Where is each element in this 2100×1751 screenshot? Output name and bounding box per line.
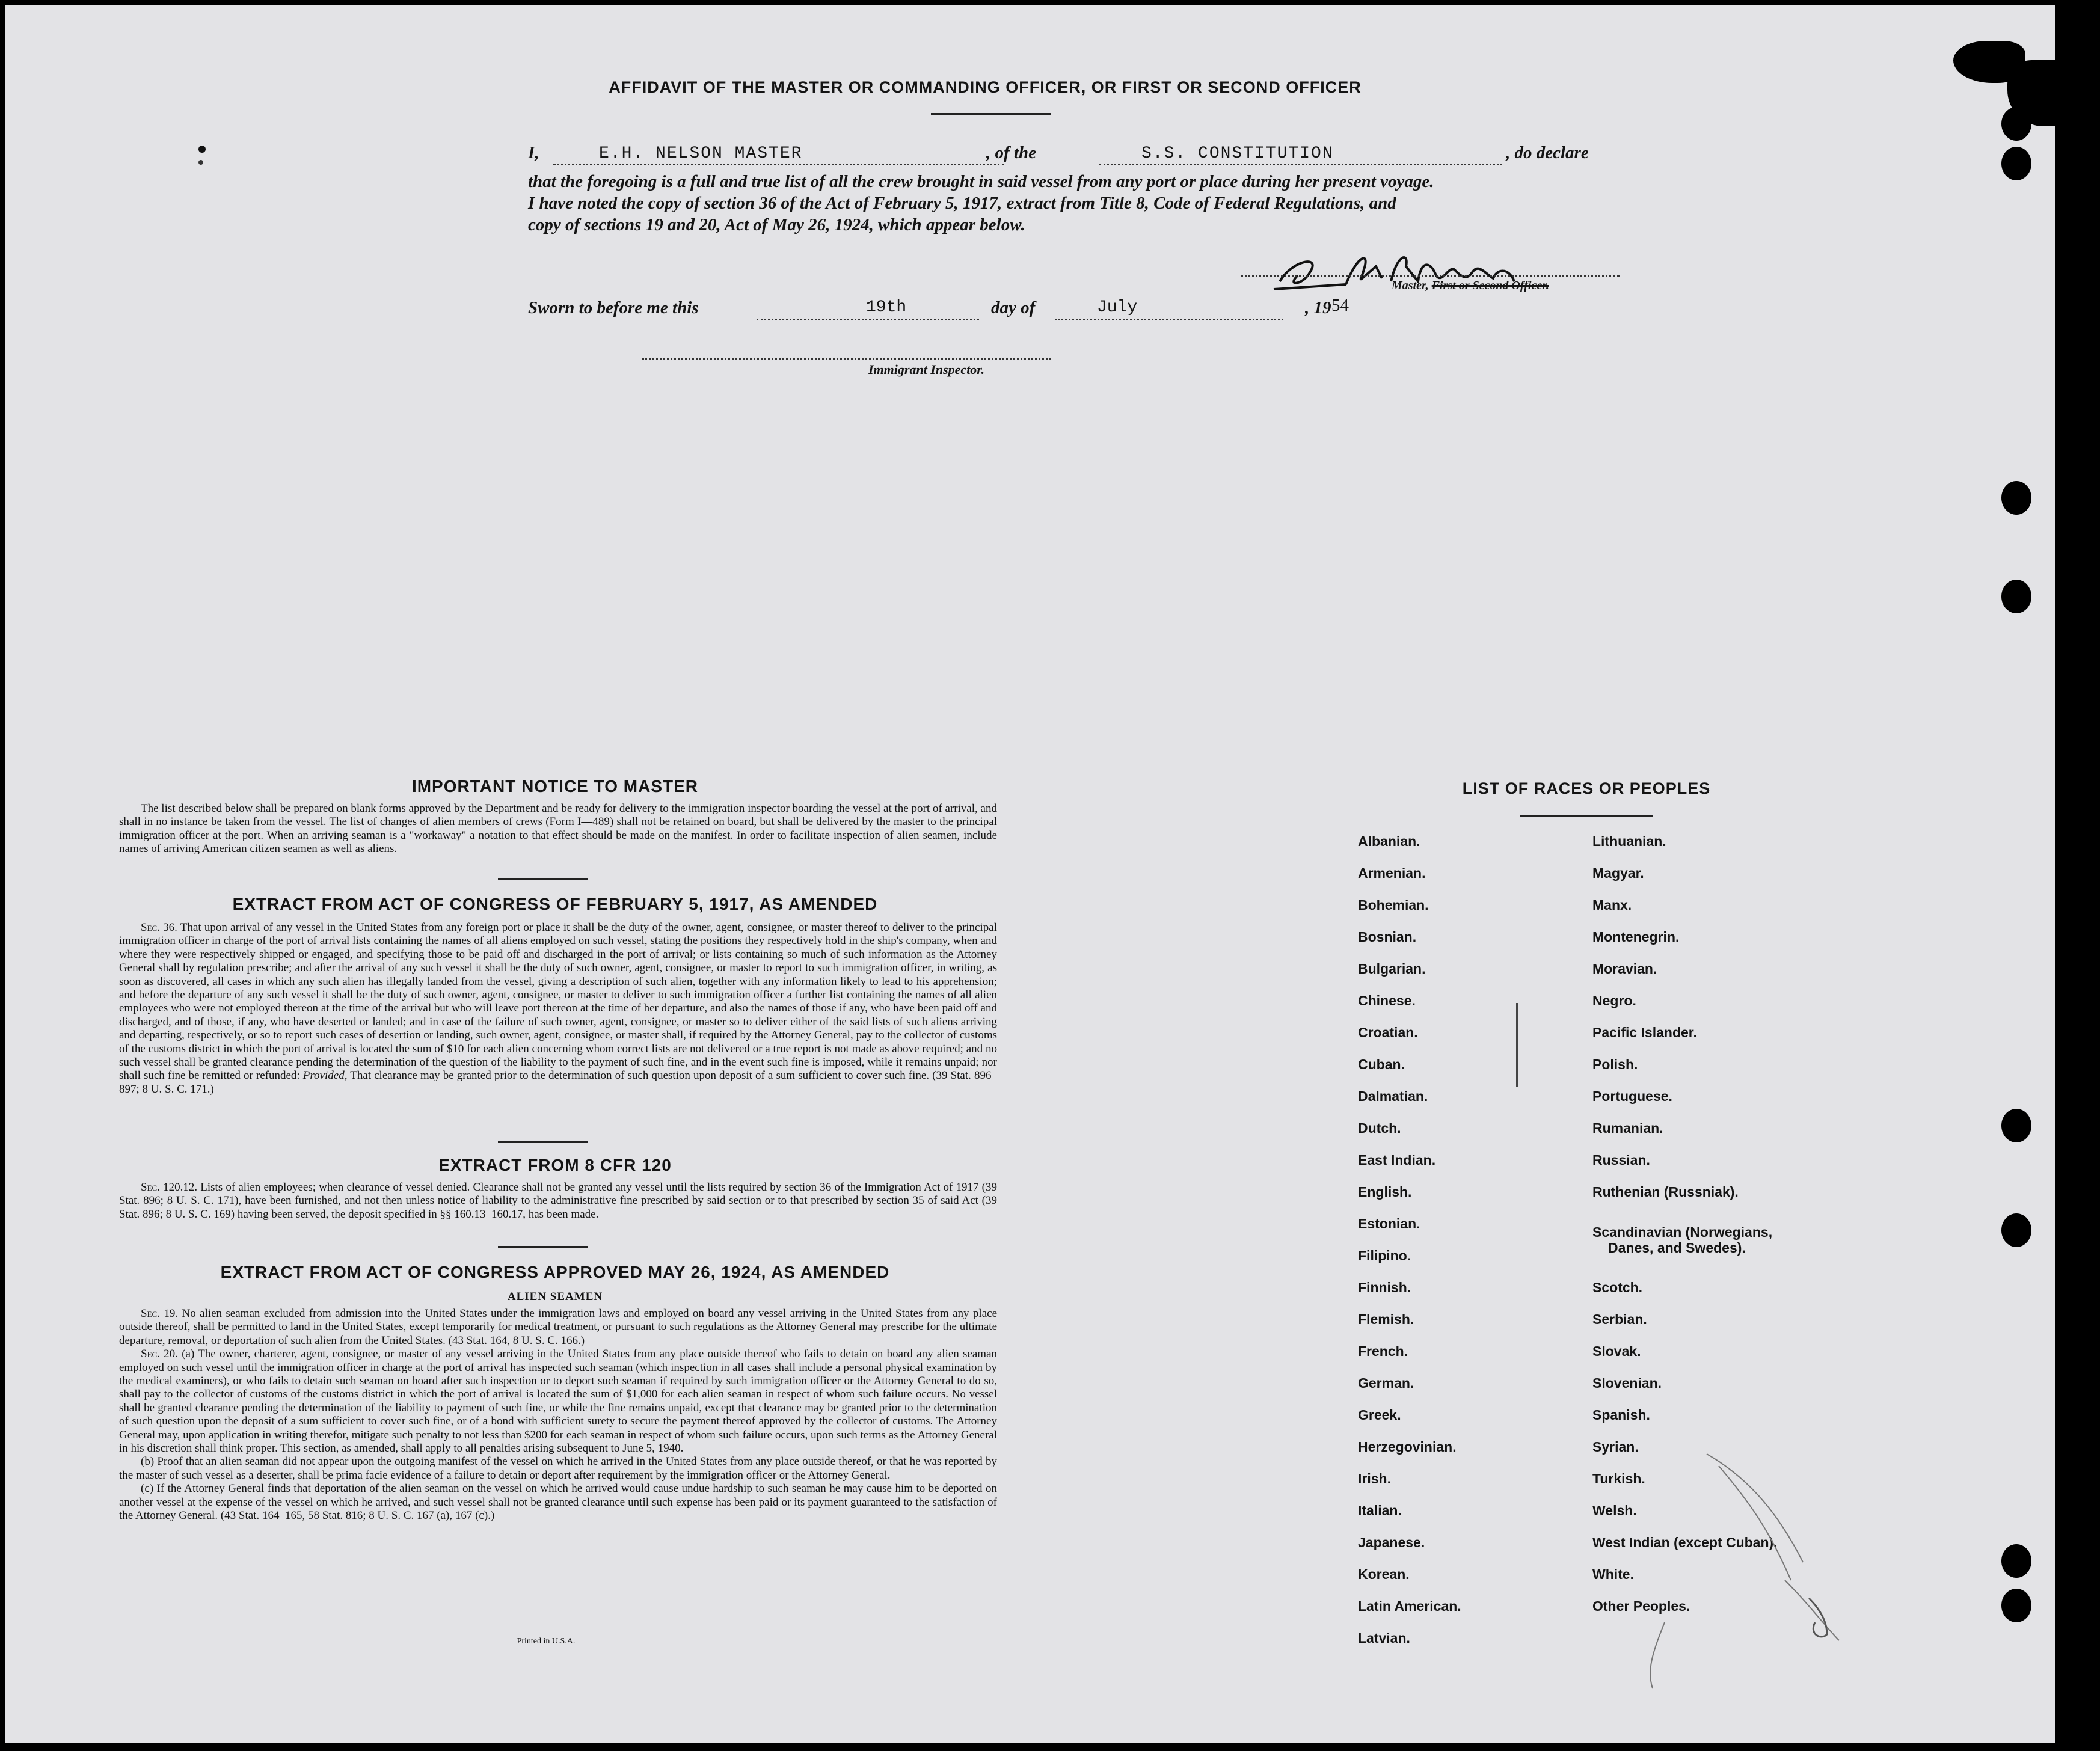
race-item: Dutch.	[1358, 1120, 1401, 1136]
race-item: Scotch.	[1592, 1280, 1643, 1295]
torn-corner-edge	[1953, 41, 2025, 83]
race-item: Korean.	[1358, 1566, 1410, 1582]
signature-role	[1392, 279, 1549, 293]
race-item: Greek.	[1358, 1407, 1401, 1423]
race-item: Slovak.	[1592, 1343, 1641, 1359]
inspector-label: Immigrant Inspector.	[868, 362, 985, 377]
race-item: Serbian.	[1592, 1311, 1647, 1327]
sec19-text: No alien seaman excluded from admission into the United States under the immigration laws and employed on board any vessel arriving in the United States from any place outside thereof, shall be permitted to land in the United States, except temporarily for medical treatment, or pursuant to such regulations as the Attorney General may prescribe for the ultimate departure, removal, or deportation of such alien from the United States. (43 Stat. 164, 8 U. S. C. 166.)	[119, 1307, 998, 1347]
punch-hole	[2001, 481, 2031, 515]
race-item: Cuban.	[1358, 1056, 1405, 1072]
race-item: Filipino.	[1358, 1248, 1411, 1263]
race-item: Finnish.	[1358, 1280, 1411, 1295]
race-item: Other Peoples.	[1592, 1598, 1690, 1614]
punch-hole	[2001, 1544, 2031, 1578]
divider	[498, 1141, 588, 1143]
race-item: Spanish.	[1592, 1407, 1650, 1423]
race-item: Japanese.	[1358, 1535, 1425, 1550]
sec20-label: Sec. 20.	[141, 1348, 178, 1361]
extract-1917-body	[119, 921, 997, 1096]
punch-hole	[2001, 1589, 2031, 1622]
ink-dot	[198, 160, 203, 165]
signature-role-master: Master,	[1392, 279, 1429, 292]
inspector-signature-line	[642, 357, 1051, 360]
race-item: Estonian.	[1358, 1216, 1420, 1231]
punch-hole	[2001, 580, 2031, 613]
race-item: West Indian (except Cuban).	[1592, 1535, 1778, 1550]
sec12012-label: Sec. 120.12.	[141, 1181, 198, 1194]
race-item: Magyar.	[1592, 865, 1644, 881]
race-item: Herzegovinian.	[1358, 1439, 1457, 1455]
master-name: E.H. NELSON MASTER	[599, 144, 803, 163]
race-item: Slovenian.	[1592, 1375, 1662, 1391]
alien-seamen-subtitle: ALIEN SEAMEN	[507, 1290, 603, 1303]
race-item: Turkish.	[1592, 1471, 1645, 1486]
race-item: Bohemian.	[1358, 897, 1429, 913]
signature-line	[1241, 274, 1620, 277]
race-item: Russian.	[1592, 1152, 1650, 1168]
extract-cfr-title: EXTRACT FROM 8 CFR 120	[438, 1156, 672, 1174]
race-item: Syrian.	[1592, 1439, 1639, 1455]
affidavit-line-4: copy of sections 19 and 20, Act of May 26, 1924, which appear below.	[528, 215, 1025, 235]
race-item: Ruthenian (Russniak).	[1592, 1184, 1739, 1200]
punch-hole	[2001, 1213, 2031, 1247]
vessel-name-field	[1099, 143, 1502, 165]
affidavit-line-2: that the foregoing is a full and true list of all the crew brought in said vessel from any port or place during her present voyage.	[528, 172, 1434, 191]
affidavit-declaration-line	[528, 143, 1629, 167]
extract-1917-title: EXTRACT FROM ACT OF CONGRESS OF FEBRUARY 5, 1917, AS AMENDED	[232, 895, 878, 913]
race-item: Rumanian.	[1592, 1120, 1663, 1136]
race-item: Pacific Islander.	[1592, 1025, 1697, 1040]
of-the-label: , of the	[986, 143, 1036, 162]
notice-body	[119, 802, 997, 856]
race-item: English.	[1358, 1184, 1412, 1200]
notice-title: IMPORTANT NOTICE TO MASTER	[411, 777, 699, 796]
punch-hole	[2001, 107, 2031, 141]
sec20a-text: (a) The owner, charterer, agent, consignee, or master of any vessel arriving in the United States from any place outside thereof who fails to detain on board any alien seaman employed on such vessel until the immigration officer in charge at the port of arrival has inspected such seaman (which inspection in all cases shall include a personal physical examination by the medical examiners), or who fails to detain such seaman on board after such inspection or to deport such seaman if required by such immigration officer or the Attorney General to do so, shall pay to the collector of customs of the customs district in which the port of arrival is located the sum of $1,000 for each alien seaman in respect of whom such failure occurs. No vessel shall be granted clearance pending the determination of the liability to payment of such fine, or while the fine remains unpaid, except that clearance may be granted prior to the determination of such question upon the deposit of a sum sufficient to cover such fine, or of a bond with sufficient surety to secure the payment thereof approved by the collector of customs. The Attorney General may, upon application in writing therefor, mitigate such penalty to not less than $200 for each seaman in respect of whom such failure occurs, upon such terms as the Attorney General in his discretion shall think proper. This section, as amended, shall apply to all penalties arising subsequent to June 5, 1940.	[119, 1348, 997, 1455]
declare-label: , do declare	[1506, 143, 1589, 162]
i-label: I,	[528, 143, 539, 162]
sworn-day-field	[757, 298, 979, 320]
printed-in-usa: Printed in U.S.A.	[517, 1637, 576, 1646]
race-item: Danes, and Swedes).	[1608, 1240, 1746, 1256]
extract-1924-body	[119, 1307, 997, 1523]
extract-cfr-body	[119, 1181, 997, 1221]
races-title: LIST OF RACES OR PEOPLES	[1462, 779, 1711, 797]
race-item: Scandinavian (Norwegians,	[1592, 1224, 1773, 1240]
sec36-label: Sec. 36.	[141, 921, 177, 934]
extract-1924-title: EXTRACT FROM ACT OF CONGRESS APPROVED MAY 26, 1924, AS AMENDED	[220, 1263, 890, 1281]
race-item: Italian.	[1358, 1503, 1402, 1518]
pencil-scribble	[1629, 1442, 1857, 1694]
race-item: French.	[1358, 1343, 1408, 1359]
races-left-column	[1358, 833, 1598, 1663]
race-item: Armenian.	[1358, 865, 1426, 881]
sworn-line	[528, 298, 1370, 322]
margin-pencil-mark	[1516, 1003, 1518, 1087]
affidavit-line-3: I have noted the copy of section 36 of the Act of February 5, 1917, extract from Title 8, Code of Federal Regulations, and	[528, 194, 1396, 213]
sworn-day: 19th	[866, 298, 907, 317]
sec20b-text: (b) Proof that an alien seaman did not appear upon the outgoing manifest of the vessel on which he arrived in the United States from any place outside thereof, or that he was reported by the master of such vessel as a deserter, shall be prima facie evidence of a failure to detain or deport after requirement by the immigration officer or the Attorney General.	[119, 1455, 997, 1482]
punch-hole	[2001, 1109, 2031, 1142]
title-rule	[931, 113, 1051, 115]
race-item: Chinese.	[1358, 993, 1416, 1008]
race-item: German.	[1358, 1375, 1414, 1391]
year-prefix: , 19	[1305, 298, 1331, 317]
race-item: Bulgarian.	[1358, 961, 1426, 977]
sec36-tail: That clearance may be granted prior to the determination of such question upon deposit of a sum sufficient to cover such fine. (39 Stat. 896–897; 8 U. S. C. 171.)	[119, 1069, 997, 1096]
sworn-year: 54	[1331, 296, 1349, 315]
vessel-name: S.S. CONSTITUTION	[1141, 144, 1334, 163]
sworn-month: July	[1097, 298, 1138, 317]
provided-label: Provided,	[302, 1069, 348, 1082]
race-item: Negro.	[1592, 993, 1636, 1008]
ink-dot	[198, 146, 206, 153]
race-item: Latin American.	[1358, 1598, 1461, 1614]
master-name-field	[553, 143, 1004, 165]
race-item: Albanian.	[1358, 833, 1420, 849]
race-item: Manx.	[1592, 897, 1632, 913]
sec36-text: That upon arrival of any vessel in the United States from any foreign port or place it shall be the duty of the owner, agent, consignee, or master thereof to deliver to the principal immigration officer in charge of the port of arrival lists containing the names of all aliens employed on such vessel, stating the positions they respectively hold in the ship's company, when and where they were respectively shipped or engaged, and specifying those to be paid off and discharged in the port of arrival; or lists containing so much of such information as the Attorney General shall by regulation prescribe; and after the arrival of any such vessel it shall be the duty of such owner, agent, consignee, or master to report to such immigration officer, in writing, as soon as discovered, all cases in which any such alien has illegally landed from the vessel, giving a description of such alien, together with any information likely to lead to his apprehension; and before the departure of any such vessel it shall be the duty of such owner, agent, consignee, or master to deliver to such immigration officer a further list containing the names of all alien employees who were not employed thereon at the time of the arrival but who will leave port thereon at the time of her departure, and also the names of those if any, who have been paid off and discharged, and of those, if any, who have deserted or landed; and in case of the failure of such owner, agent, consignee, or master so to deliver either of the said lists of such aliens arriving and departing, respectively, or so to report such cases of desertion or landing, such owner, agent, consignee, or master shall, if required by the Attorney General, pay to the collector of customs of the customs district in which the port of arrival is located the sum of $10 for each alien concerning whom correct lists are not delivered or a true report is not made as above required; and no such vessel shall be granted clearance pending the determination of the question of the liability to the payment of such fine, and in the event such fine is imposed, while it remains unpaid; nor shall such fine be remitted or refunded:	[119, 921, 997, 1082]
race-item: Welsh.	[1592, 1503, 1637, 1518]
signature-role-struck: First or Second Officer.	[1431, 279, 1549, 292]
divider	[498, 878, 588, 880]
race-item: East Indian.	[1358, 1152, 1436, 1168]
affidavit-title: AFFIDAVIT OF THE MASTER OR COMMANDING OFFICER, OR FIRST OR SECOND OFFICER	[609, 78, 1362, 96]
divider	[498, 1246, 588, 1248]
race-item: Montenegrin.	[1592, 929, 1680, 945]
race-item: Latvian.	[1358, 1630, 1410, 1646]
race-item: Flemish.	[1358, 1311, 1414, 1327]
race-item: Croatian.	[1358, 1025, 1418, 1040]
race-item: Moravian.	[1592, 961, 1657, 977]
sec20c-text: (c) If the Attorney General finds that deportation of the alien seaman on the vessel on which he arrived would cause undue hardship to such seaman he may cause him to be deported on another vessel at the expense of the vessel on which he arrived, and such vessel shall not be granted clearance until such expense has been paid or its payment guaranteed to the satisfaction of the Attorney General. (43 Stat. 164–165, 58 Stat. 816; 8 U. S. C. 167 (a), 167 (c).)	[119, 1482, 997, 1523]
race-item: Polish.	[1592, 1056, 1638, 1072]
race-item: Lithuanian.	[1592, 833, 1666, 849]
day-of-label: day of	[991, 298, 1036, 317]
races-title-rule	[1520, 815, 1653, 817]
sec12012-text: Lists of alien employees; when clearance of vessel denied. Clearance shall not be granted any vessel until the lists required by section 36 of the Immigration Act of 1917 (39 Stat. 896; 8 U. S. C. 171), have been furnished, and not then unless notice of liability to the administrative fine prescribed by said section or to that prescribed by section 35 of said Act (39 Stat. 896; 8 U. S. C. 169) having been served, the deposit specified in §§ 160.13–160.17, has been made.	[119, 1181, 997, 1221]
race-item: Bosnian.	[1358, 929, 1417, 945]
punch-hole	[2001, 147, 2031, 180]
race-item: Portuguese.	[1592, 1088, 1672, 1104]
notice-text: The list described below shall be prepared on blank forms approved by the Department and be ready for delivery to the immigration inspector boarding the vessel at the port of arrival, and shall in no instance be taken from the vessel. The list of changes of alien members of crews (Form I—489) shall not be retained on board, but shall be delivered by the master to the principal immigration officer at the port. When an arriving seaman is a "workaway" a notation to that effect should be made on the manifest. In order to facilitate inspection of alien seamen, include names of arriving American citizen seamen as well as aliens.	[119, 802, 997, 856]
race-item: Dalmatian.	[1358, 1088, 1428, 1104]
race-item: Irish.	[1358, 1471, 1391, 1486]
race-item: White.	[1592, 1566, 1634, 1582]
document-page	[5, 5, 2055, 1743]
sec19-label: Sec. 19.	[141, 1307, 179, 1320]
sworn-label: Sworn to before me this	[528, 298, 699, 317]
sworn-month-field	[1055, 298, 1283, 320]
